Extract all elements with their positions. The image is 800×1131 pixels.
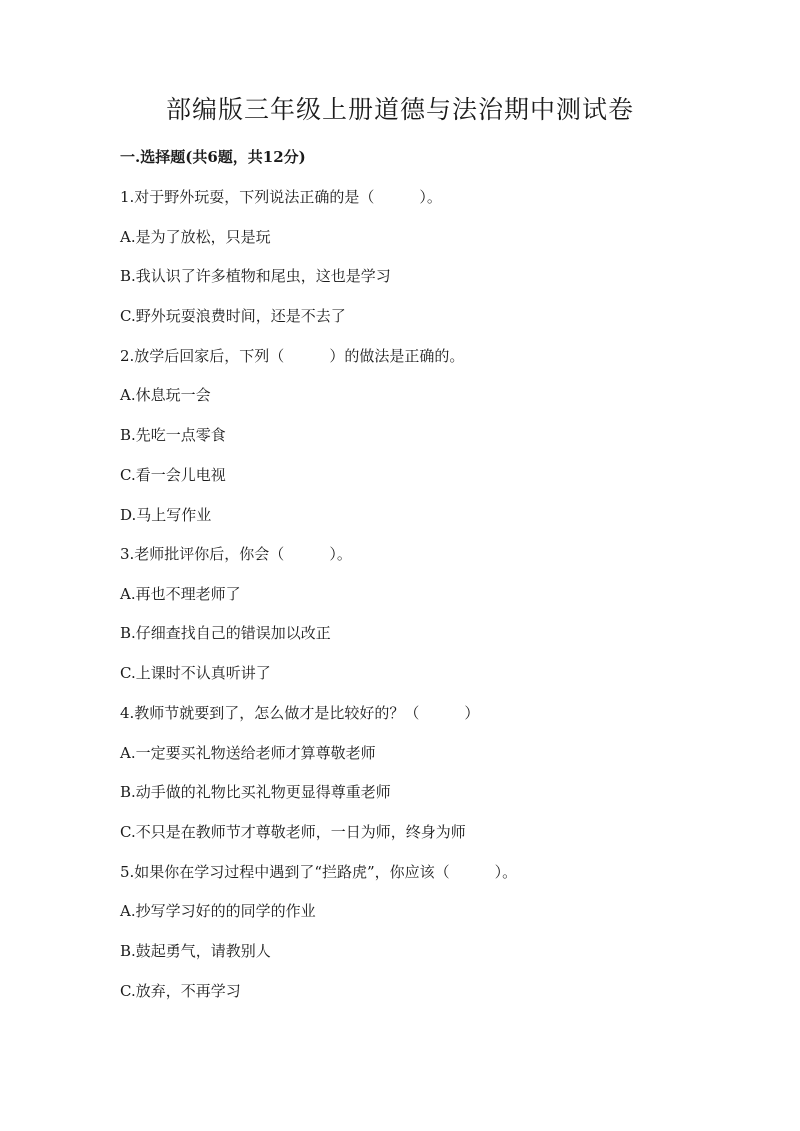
option-2d: D.马上写作业: [120, 506, 212, 524]
question-stem-1: 1.对于野外玩耍，下列说法正确的是（ ）。: [120, 188, 442, 206]
question-stem-2: 2.放学后回家后，下列（ ）的做法是正确的。: [120, 347, 465, 365]
question-stem-3: 3.老师批评你后，你会（ ）。: [120, 545, 352, 563]
option-5b: B.鼓起勇气，请教别人: [120, 942, 271, 960]
option-1c: C.野外玩耍浪费时间，还是不去了: [120, 307, 346, 325]
option-3b: B.仔细查找自己的错误加以改正: [120, 624, 331, 642]
option-3a: A.再也不理老师了: [120, 585, 241, 603]
option-2b: B.先吃一点零食: [120, 426, 226, 444]
option-1b: B.我认识了许多植物和尾虫，这也是学习: [120, 267, 391, 285]
option-5c: C.放弃，不再学习: [120, 982, 241, 1000]
option-2a: A.休息玩一会: [120, 386, 211, 404]
question-stem-4: 4.教师节就要到了，怎么做才是比较好的？（ ）: [120, 704, 480, 722]
question-stem-5: 5.如果你在学习过程中遇到了“拦路虎”，你应该（ ）。: [120, 863, 518, 881]
section-heading: 一.选择题(共6题，共12分): [120, 148, 306, 166]
option-2c: C.看一会儿电视: [120, 466, 226, 484]
option-4c: C.不只是在教师节才尊敬老师，一日为师，终身为师: [120, 823, 466, 841]
option-4a: A.一定要买礼物送给老师才算尊敬老师: [120, 744, 376, 762]
option-5a: A.抄写学习好的的同学的作业: [120, 902, 316, 920]
option-3c: C.上课时不认真听讲了: [120, 664, 271, 682]
option-1a: A.是为了放松，只是玩: [120, 228, 271, 246]
option-4b: B.动手做的礼物比买礼物更显得尊重老师: [120, 783, 391, 801]
page-title: 部编版三年级上册道德与法治期中测试卷: [165, 95, 634, 124]
